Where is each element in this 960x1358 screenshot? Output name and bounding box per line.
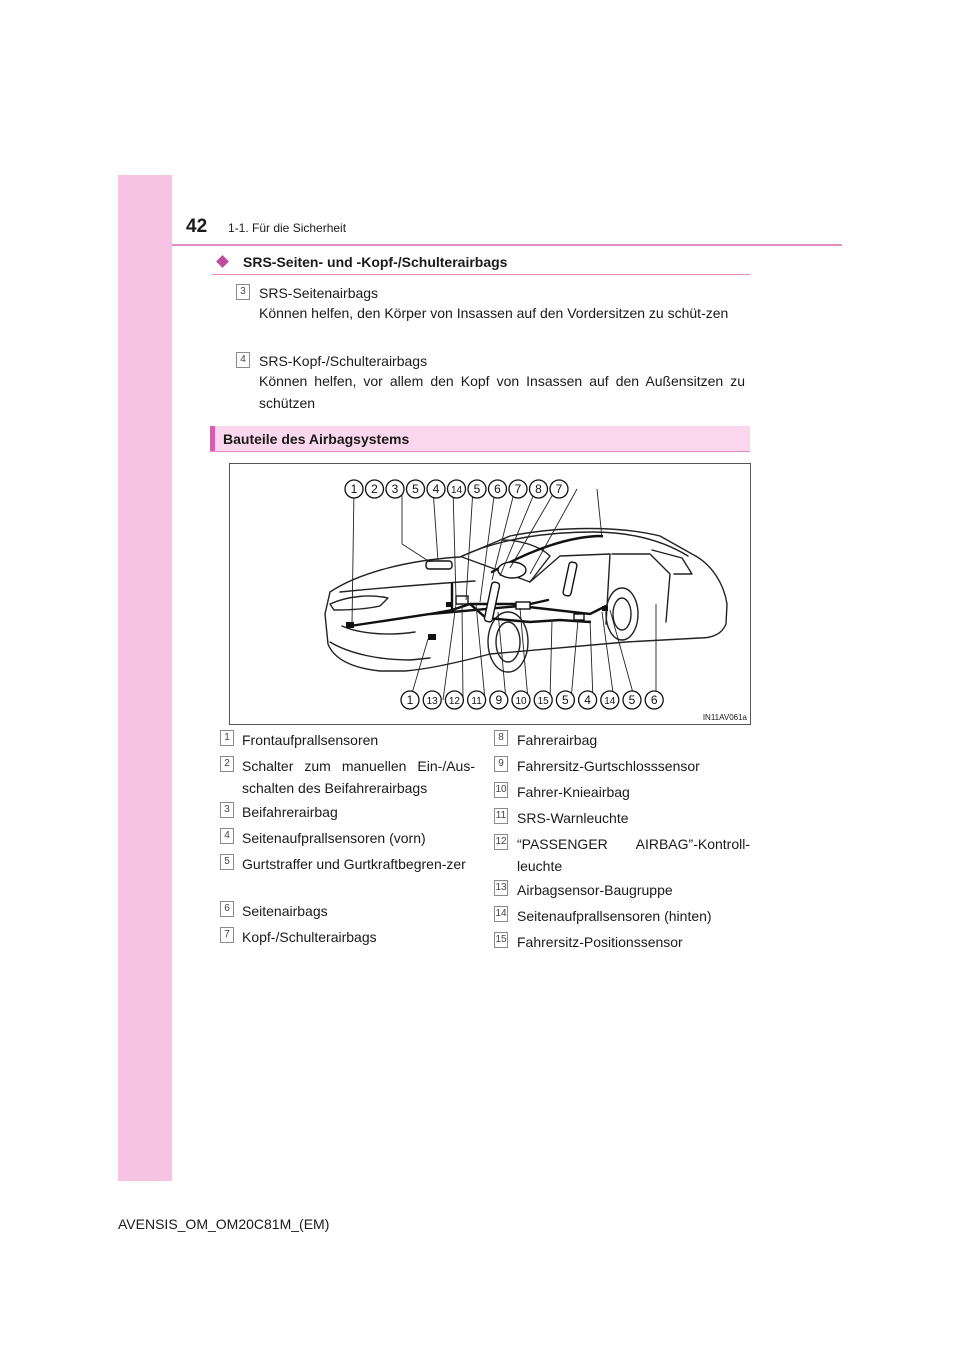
bottom-callout-label: 4 — [584, 693, 591, 707]
leader-line — [433, 489, 438, 561]
top-callout-label: 14 — [450, 485, 463, 496]
hood-line — [340, 581, 475, 592]
airbag-system-diagram — [229, 463, 751, 725]
section-title: Bauteile des Airbagsystems — [223, 431, 410, 447]
legend-item: Beifahrerairbag — [242, 804, 338, 820]
legend-item: Fahrersitz-Gurtschlosssensor — [517, 758, 700, 774]
legend-item: Fahrer-Knieairbag — [517, 784, 630, 800]
legend-item: Seitenaufprallsensoren (vorn) — [242, 830, 426, 846]
legend-item: Schalter zum manuellen Ein-/Aus-schalten des Beifahrerairbags — [242, 758, 475, 796]
running-head: 1-1. Für die Sicherheit — [228, 221, 347, 235]
top-callout-label: 6 — [494, 482, 501, 496]
passenger-airbag-module — [426, 561, 452, 569]
leader-line — [550, 620, 552, 700]
leader-line — [466, 489, 473, 600]
item-title: SRS-Seitenairbags — [259, 285, 379, 301]
bottom-callout-label: 13 — [426, 696, 438, 707]
legend-item: Fahrersitz-Positionssensor — [517, 934, 683, 950]
top-callout-label: 3 — [391, 482, 399, 496]
legend-item: Seitenaufprallsensoren (hinten) — [517, 908, 712, 924]
bottom-callout-label: 12 — [448, 696, 460, 707]
legend-number-badge: 13 — [494, 880, 508, 896]
leader-line — [476, 604, 485, 700]
bottom-callout-label: 6 — [650, 693, 658, 707]
bumper — [330, 642, 430, 660]
legend-number-badge: 6 — [220, 901, 234, 917]
sensor-module — [574, 614, 584, 620]
legend-item: Airbagsensor-Baugruppe — [517, 882, 673, 898]
front-sensor — [428, 634, 436, 640]
legend-number-badge: 12 — [494, 834, 508, 850]
item-number-badge: 3 — [236, 284, 250, 300]
legend-number-badge: 4 — [220, 828, 234, 844]
item-title: SRS-Kopf-/Schulterairbags — [259, 353, 428, 369]
item-body: Können helfen, vor allem den Kopf von Insassen auf den Außensitzen zu schützen — [259, 373, 745, 411]
top-callout-label: 2 — [371, 482, 378, 496]
bottom-callouts — [401, 691, 663, 709]
leader-line — [462, 604, 463, 700]
top-callout-label: 7 — [514, 482, 522, 496]
legend-number-badge: 9 — [494, 756, 508, 772]
legend-number-badge: 15 — [494, 932, 508, 948]
top-callout-label: 5 — [473, 482, 481, 496]
legend-number-badge: 1 — [220, 730, 234, 746]
roof-line — [460, 532, 688, 557]
legend-number-badge: 5 — [220, 854, 234, 870]
leader-line — [610, 610, 635, 700]
legend-item: Seitenairbags — [242, 903, 328, 919]
leader-line — [402, 544, 430, 562]
item-body: Können helfen, den Körper von Insassen auf den Vordersitzen zu schüt-zen — [259, 305, 729, 321]
leader-line — [590, 620, 593, 700]
leader-line — [453, 489, 456, 598]
side-sensor — [446, 602, 452, 607]
heading-accent-bar — [210, 426, 215, 451]
item-number-badge: 4 — [236, 352, 250, 368]
headlight — [330, 596, 388, 610]
rear-wheel-inner — [613, 598, 631, 630]
legend-item: Gurtstraffer und Gurtkraftbegren-zer — [242, 856, 466, 872]
bottom-callout-label: 15 — [537, 696, 549, 707]
bottom-callout-label: 1 — [406, 693, 414, 707]
section-title: SRS-Seiten- und -Kopf-/Schulterairbags — [243, 254, 508, 270]
section-heading-srs-side — [212, 253, 750, 275]
leader-line — [443, 604, 456, 700]
chapter-sidebar — [118, 175, 172, 1181]
leader-line — [597, 489, 602, 538]
legend-number-badge: 11 — [494, 808, 508, 824]
bottom-callout-label: 10 — [515, 696, 527, 707]
section-heading-airbag-components — [210, 426, 750, 452]
legend-item: Frontaufprallsensoren — [242, 732, 379, 748]
bottom-callout-label: 9 — [495, 693, 503, 707]
top-callout-label: 7 — [555, 482, 563, 496]
side-sensor — [602, 606, 608, 611]
page-number: 42 — [186, 216, 208, 237]
top-callout-label: 1 — [350, 482, 358, 496]
top-callout-label: 4 — [432, 482, 440, 496]
legend-number-badge: 14 — [494, 906, 508, 922]
legend-number-badge: 2 — [220, 756, 234, 772]
leader-line — [571, 620, 578, 700]
bottom-callout-label: 5 — [628, 693, 636, 707]
top-callouts — [345, 480, 568, 498]
bottom-callout-label: 5 — [562, 693, 569, 707]
legend-number-badge: 8 — [494, 730, 508, 746]
footer-doc-code: AVENSIS_OM_OM20C81M_(EM) — [118, 1216, 330, 1232]
legend-item: Kopf-/Schulterairbags — [242, 929, 377, 945]
legend-number-badge: 3 — [220, 802, 234, 818]
legend-number-badge: 10 — [494, 782, 508, 798]
top-callout-label: 5 — [412, 482, 419, 496]
top-callout-label: 8 — [535, 482, 542, 496]
sensor-module — [516, 602, 530, 609]
front-sensor — [346, 622, 354, 628]
bottom-callout-label: 14 — [604, 696, 616, 707]
legend-item: SRS-Warnleuchte — [517, 810, 629, 826]
side-airbag-rear — [563, 562, 578, 597]
bottom-callout-label: 11 — [471, 696, 482, 707]
image-code: IN11AV061a — [702, 713, 747, 722]
legend-item: “PASSENGER AIRBAG”-Kontroll-leuchte — [517, 836, 750, 874]
legend-number-badge: 7 — [220, 927, 234, 943]
leader-line — [352, 489, 354, 624]
car-illustration — [230, 464, 750, 724]
diamond-bullet-icon — [216, 255, 229, 268]
legend-item: Fahrerairbag — [517, 732, 598, 748]
header-rule — [172, 244, 842, 246]
